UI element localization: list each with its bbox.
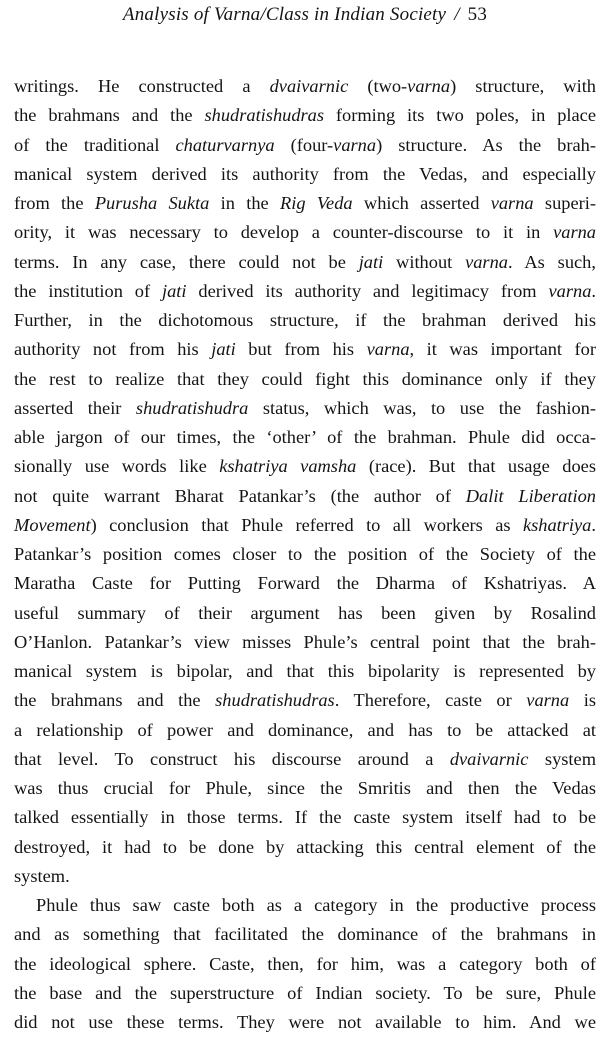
text-run: is [569,690,596,711]
italic-term: varna [526,690,570,711]
body-text [14,72,596,1037]
page-number: 53 [467,4,488,25]
text-run: (race). But that usage does [356,456,596,477]
text-run: ) structure, with [450,76,596,96]
italic-term: dvaivarnic [449,748,529,769]
text-line [14,160,596,189]
text-line [14,716,596,745]
text-line [14,452,596,481]
italic-term: jati [358,251,384,272]
text-run: asserted their [14,397,136,418]
text-run: manical system derived its authority from the Vedas, and especially [14,163,596,184]
italic-term: varna [553,222,596,243]
text-run: ) conclusion that Phule referred to all workers as [90,514,523,535]
text-run: did not use these terms. They were not available to him. And we [14,1012,596,1032]
italic-term: shudratishudras [204,105,325,126]
text-line [14,248,596,277]
text-line [14,891,596,920]
text-run: destroyed, it had to be done by attacking this central element of the [14,836,596,857]
text-run: ority, it was necessary to develop a counter-discourse to it in [14,222,554,243]
running-head-separator: / [454,4,460,25]
text-line [14,131,596,160]
italic-term: dvaivarnic [269,76,349,96]
text-run: talked essentially in those terms. If the caste system itself had to be [14,807,596,828]
text-run: was thus crucial for Phule, since the Smritis and then the Vedas [14,778,596,798]
text-run: Maratha Caste for Putting Forward the Dharma of Kshatriyas. A [14,573,596,594]
text-run: which asserted [352,193,491,213]
text-run: Further, in the dichotomous structure, if the brahman derived his [14,310,596,330]
text-line [14,862,596,891]
text-line [14,482,596,511]
text-line [14,569,596,598]
text-run: but from his [235,339,367,360]
text-line [14,277,596,306]
italic-term: Movement [14,514,91,535]
italic-term: Purusha Sukta [94,193,210,213]
text-line [14,335,596,364]
text-line [14,306,596,335]
text-run: derived its authority and legitimacy from [186,280,549,301]
text-line [14,833,596,862]
italic-term: varna [465,251,508,272]
text-line [14,394,596,423]
text-run: . As such, [507,251,596,272]
text-line [14,511,596,540]
text-line [14,950,596,979]
text-line [14,657,596,686]
text-run: manical system is bipolar, and that this bipolarity is represented by [14,661,596,681]
text-run: . Therefore, caste or [334,690,527,711]
italic-term: Dalit Liberation [465,485,596,506]
text-line [14,423,596,452]
text-run: (two- [348,76,408,96]
text-run: (four- [274,134,334,155]
text-line [14,774,596,803]
running-head [14,2,596,28]
text-run: able jargon of our times, the ‘other’ of the brahman. Phule did occa- [14,427,596,447]
text-run: that level. To construct his discourse around a [14,748,450,769]
text-line [14,218,596,247]
book-page [14,0,597,1032]
text-line [14,979,596,1008]
text-run: Phule thus saw caste both as a category in the productive process [36,895,596,915]
text-line [14,189,596,218]
text-run: the brahmans and the [14,690,216,711]
italic-term: Rig Veda [280,193,353,213]
italic-term: shudratishudras [215,690,335,711]
italic-term: varna [407,76,451,96]
text-run: the rest to realize that they could fight this dominance only if they [14,368,596,389]
text-run: of the traditional [14,134,176,155]
italic-term: chaturvarnya [175,134,275,155]
text-run: system. [14,865,70,886]
italic-term: kshatriya [522,514,592,535]
text-line [14,540,596,569]
text-line [14,365,596,394]
text-run: . [591,280,596,301]
text-run: useful summary of their argument has been given by Rosalind [14,602,596,623]
text-run: , it was important for [409,339,597,360]
italic-term: shudratishudra [135,397,249,418]
text-run: O’Hanlon. Patankar’s view misses Phule’s central point that the brah- [14,631,596,652]
text-run: superi- [533,193,596,213]
text-run: writings. He constructed a [14,76,270,96]
italic-term: jati [211,339,236,360]
text-run: in the [209,193,281,213]
text-run: from the [14,193,95,213]
text-run: the brahmans and the [14,105,205,126]
text-line [14,745,596,774]
text-line [14,72,596,101]
text-run: authority not from his [14,339,212,360]
text-run: . [591,514,596,535]
italic-term: varna [548,280,592,301]
text-run: forming its two poles, in place [324,105,596,126]
paragraph [14,891,596,1037]
text-line [14,920,596,949]
text-line [14,686,596,715]
text-line [14,101,596,130]
text-run: a relationship of power and dominance, and has to be attacked at [14,719,596,740]
text-run: the ideological sphere. Caste, then, for him, was a category both of [14,953,596,974]
text-run: status, which was, to use the fashion- [248,397,596,418]
italic-term: varna [333,134,377,155]
text-run: system [528,748,596,769]
text-run: sionally use words like [14,456,220,477]
running-head-title: Analysis of Varna/Class in Indian Society [122,4,447,25]
text-run: ) structure. As the brah- [376,134,596,155]
text-run: and as something that facilitated the dominance of the brahmans in [14,924,596,945]
text-line [14,803,596,832]
text-run: terms. In any case, there could not be [14,251,359,272]
italic-term: varna [490,193,534,213]
text-line [14,599,596,628]
text-run: Patankar’s position comes closer to the position of the Society of the [14,544,596,564]
italic-term: varna [366,339,410,360]
text-run: the institution of [14,280,162,301]
paragraph [14,72,596,891]
text-run: not quite warrant Bharat Patankar’s (the author of [14,485,466,506]
italic-term: kshatriya vamsha [219,456,357,477]
italic-term: jati [162,280,187,301]
text-run: without [383,251,466,272]
text-line [14,628,596,657]
text-run: the base and the superstructure of Indian society. To be sure, Phule [14,982,596,1003]
text-line [14,1008,596,1037]
